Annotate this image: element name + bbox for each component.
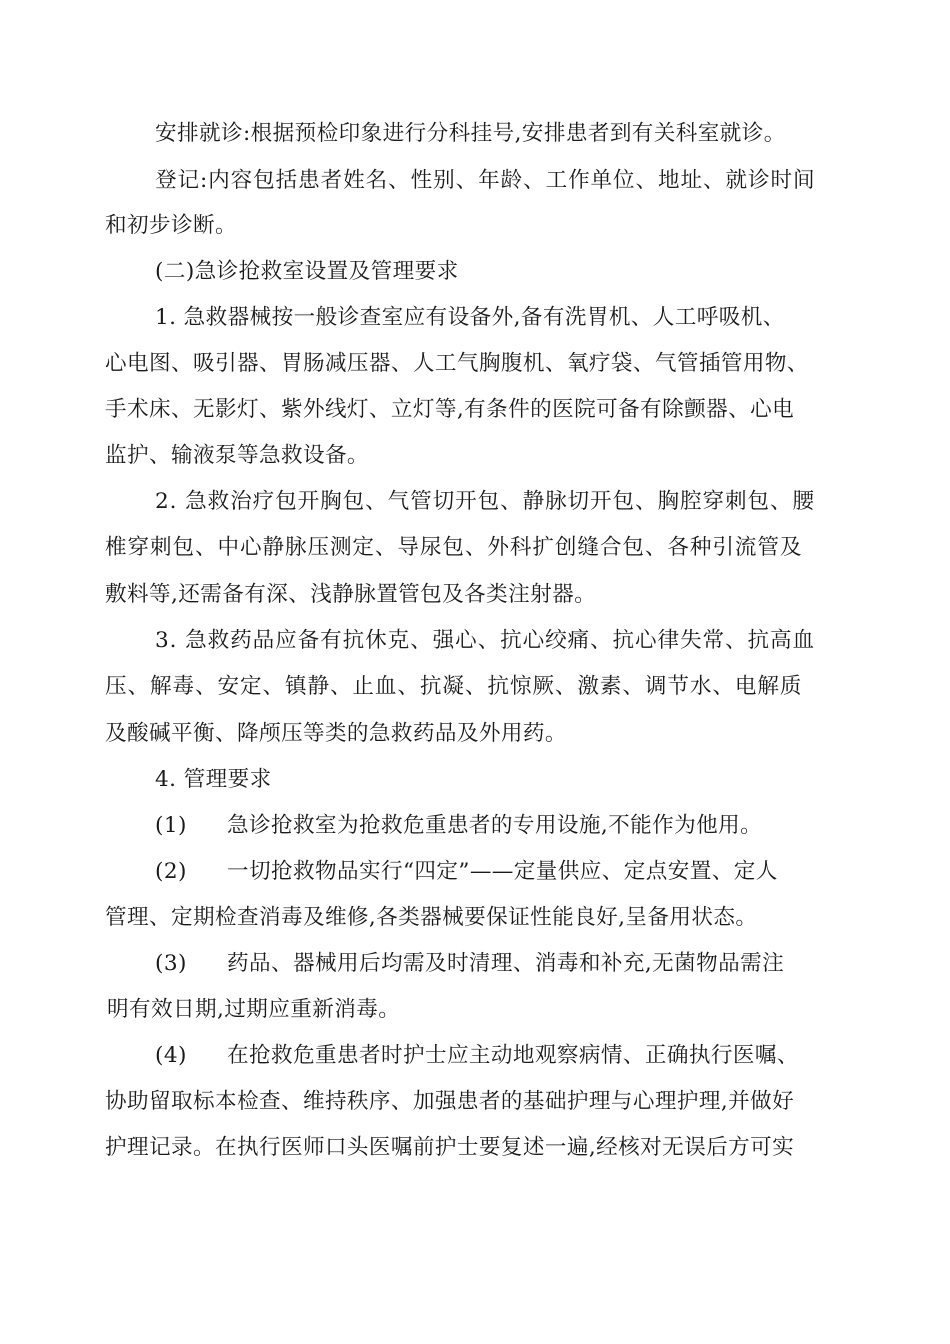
list-marker: (2)	[155, 859, 187, 884]
paragraph-line: 明有效日期,过期应重新消毒。	[107, 997, 401, 1022]
paragraph-line: 护理记录。在执行医师口头医嘱前护士要复述一遍,经核对无误后方可实	[105, 1135, 795, 1160]
paragraph-line: 和初步诊断。	[105, 213, 237, 238]
section-heading: 4. 管理要求	[155, 767, 272, 792]
paragraph-line: 椎穿刺包、中心静脉压测定、导尿包、外科扩创缝合包、各种引流管及	[105, 535, 803, 560]
list-item	[155, 1040, 799, 1072]
list-marker: (4)	[155, 1043, 187, 1068]
list-marker: (1)	[155, 813, 187, 838]
paragraph-line: 1. 急救器械按一般诊查室应有设备外,备有洗胃机、人工呼吸机、	[155, 305, 785, 330]
paragraph-line: 心电图、吸引器、胃肠减压器、人工气胸腹机、氧疗袋、气管插管用物、	[105, 351, 809, 376]
paragraph-line: 3. 急救药品应备有抗休克、强心、抗心绞痛、抗心律失常、抗高血	[155, 628, 815, 653]
section-heading: (二)急诊抢救室设置及管理要求	[155, 259, 459, 284]
list-item	[155, 948, 784, 980]
list-item-text: 一切抢救物品实行“四定”——定量供应、定点安置、定人	[227, 859, 778, 884]
paragraph-line: 及酸碱平衡、降颅压等类的急救药品及外用药。	[105, 721, 567, 746]
paragraph-line: 压、解毒、安定、镇静、止血、抗凝、抗惊厥、激素、调节水、电解质	[105, 674, 803, 699]
paragraph-line: 手术床、无影灯、紫外线灯、立灯等,有条件的医院可备有除颤器、心电	[105, 397, 795, 422]
paragraph-line: 敷料等,还需备有深、浅静脉置管包及各类注射器。	[105, 582, 597, 607]
paragraph-line: 监护、输液泵等急救设备。	[105, 443, 369, 468]
list-item	[155, 856, 778, 888]
list-marker: (3)	[155, 951, 187, 976]
paragraph-line: 管理、定期检查消毒及维修,各类器械要保证性能良好,呈备用状态。	[105, 905, 758, 930]
list-item-text: 在抢救危重患者时护士应主动地观察病情、正确执行医嘱、	[227, 1043, 799, 1068]
paragraph-line: 协助留取标本检查、维持秩序、加强患者的基础护理与心理护理,并做好	[105, 1089, 795, 1114]
paragraph-line: 安排就诊:根据预检印象进行分科挂号,安排患者到有关科室就诊。	[155, 121, 786, 146]
list-item-text: 药品、器械用后均需及时清理、消毒和补充,无菌物品需注	[227, 951, 785, 976]
paragraph-line: 登记:内容包括患者姓名、性别、年龄、工作单位、地址、就诊时间	[155, 168, 816, 193]
list-item	[155, 810, 762, 842]
list-item-text: 急诊抢救室为抢救危重患者的专用设施,不能作为他用。	[227, 813, 763, 838]
paragraph-line: 2. 急救治疗包开胸包、气管切开包、静脉切开包、胸腔穿刺包、腰	[155, 489, 815, 514]
